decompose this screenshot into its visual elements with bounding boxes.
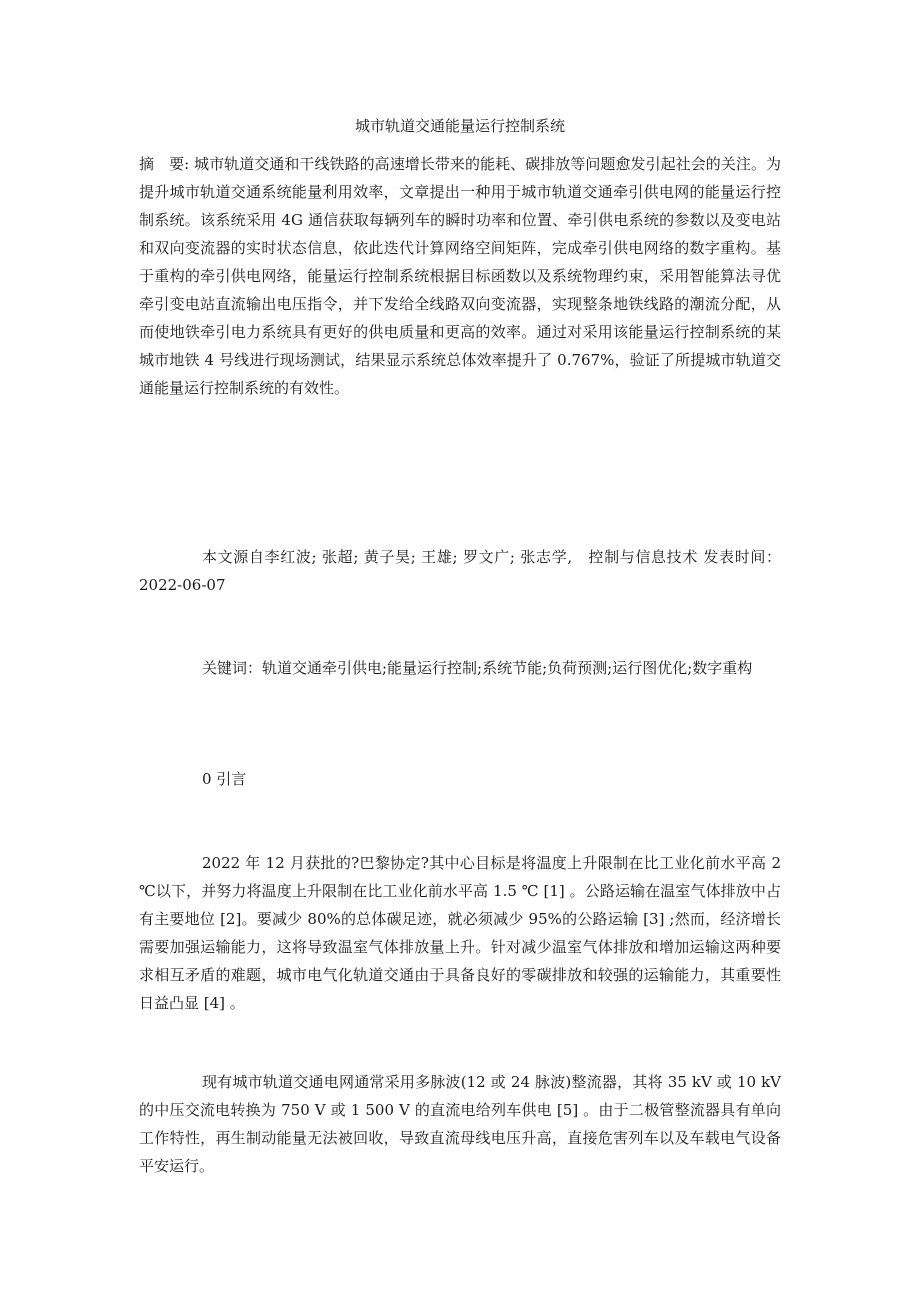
body-paragraph-2: 现有城市轨道交通电网通常采用多脉波(12 或 24 脉波)整流器，其将 35 kV 或 10 kV 的中压交流电转换为 750 V 或 1 500 V 的直流电给列车供电 [5] 。由于二极管整流器具有单向工作特性，再生制动能量无法被回收，导致直流母线电压升高，直接危害列车以及车载电气设备平安运行。: [139, 1073, 781, 1175]
source-citation: 本文源自李红波; 张超; 黄子昊; 王雄; 罗文广; 张志学, 控制与信息技术 发表时间：2022-06-07: [139, 548, 781, 594]
body-paragraph-1: 2022 年 12 月获批的?巴黎协定?其中心目标是将温度上升限制在比工业化前水平高 2 ℃以下，并努力将温度上升限制在比工业化前水平高 1.5 ℃ [1] 。公路运输在温室气体排放中占有主要地位 [2]。要减少 80%的总体碳足迹，就必须减少 95%的公路运输 [3] ;然而，经济增长需要加强运输能力，这将导致温室气体排放量上升。针对减少温室气体排放和增加运输这两种要求相互矛盾的难题，城市电气化轨道交通由于具备良好的零碳排放和较强的运输能力，其重要性日益凸显 [4] 。: [139, 854, 781, 1012]
abstract-paragraph: [139, 150, 781, 402]
section-heading: 0 引言: [202, 770, 247, 788]
abstract-label: 摘 要:: [139, 155, 190, 173]
document-title: 城市轨道交通能量运行控制系统: [354, 117, 565, 135]
abstract-text: 城市轨道交通和干线铁路的高速增长带来的能耗、碳排放等问题愈发引起社会的关注。为提升城市轨道交通系统能量利用效率，文章提出一种用于城市轨道交通牵引供电网的能量运行控制系统。该系统采用 4G 通信获取每辆列车的瞬时功率和位置、牵引供电系统的参数以及变电站和双向变流器的实时状态信息，依此迭代计算网络空间矩阵，完成牵引供电网络的数字重构。基于重构的牵引供电网络，能量运行控制系统根据目标函数以及系统物理约束，采用智能算法寻优牵引变电站直流输出电压指令，并下发给全线路双向变流器，实现整条地铁线路的潮流分配，从而使地铁牵引电力系统具有更好的供电质量和更高的效率。通过对采用该能量运行控制系统的某城市地铁 4 号线进行现场测试，结果显示系统总体效率提升了 0.767%，验证了所提城市轨道交通能量运行控制系统的有效性。: [139, 155, 781, 397]
keywords-line: 关键词：轨道交通牵引供电;能量运行控制;系统节能;负荷预测;运行图优化;数字重构: [202, 659, 753, 677]
